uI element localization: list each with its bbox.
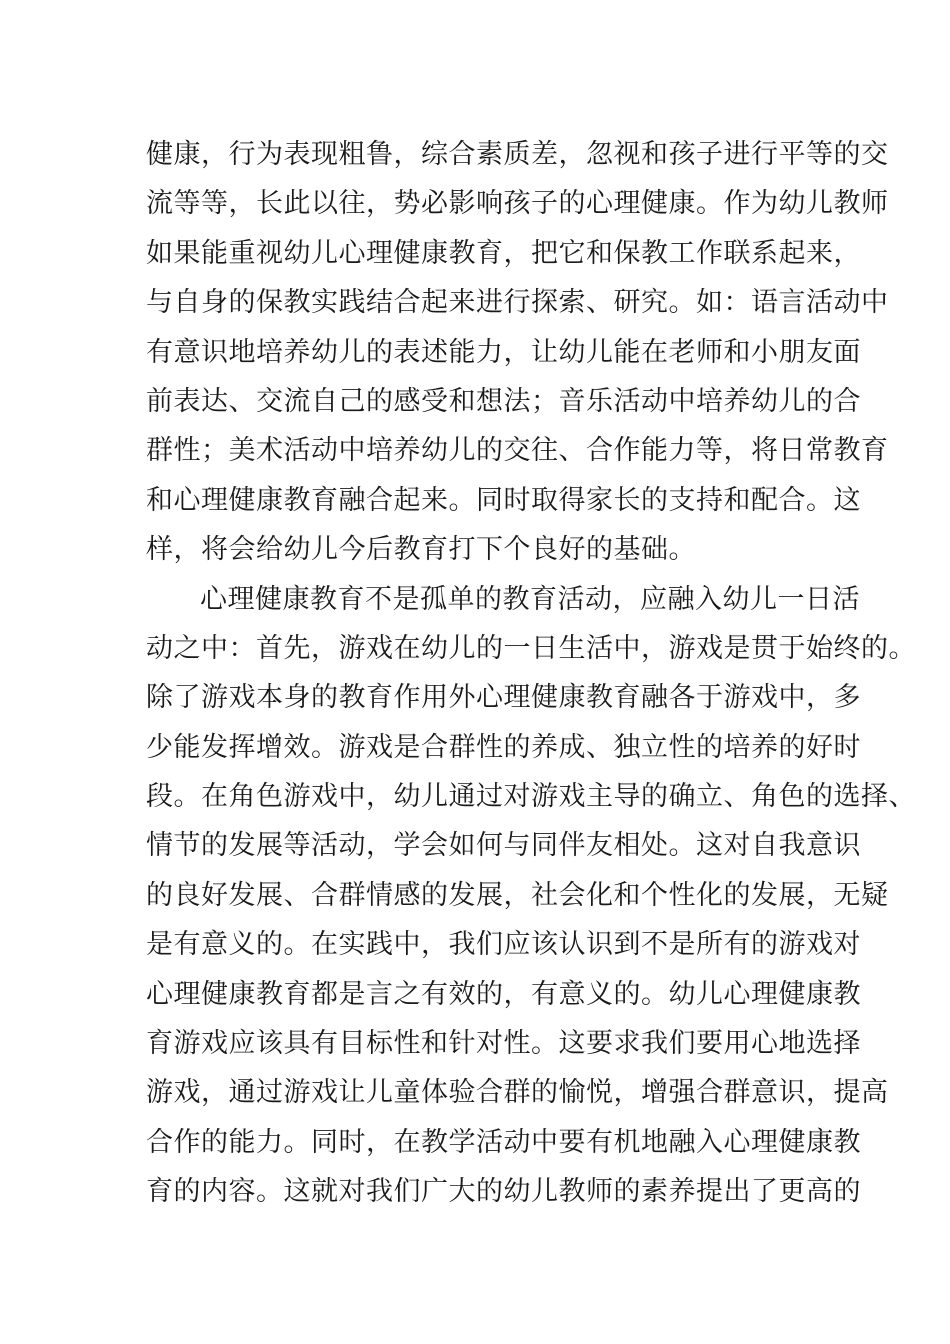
text-line: 除了游戏本身的教育作用外心理健康教育融各于游戏中，多 [146, 682, 861, 714]
text-line: 和心理健康教育融合起来。同时取得家长的支持和配合。这 [146, 484, 861, 516]
text-line: 游戏，通过游戏让儿童体验合群的愉悦，增强合群意识，提高 [146, 1077, 889, 1109]
paragraph-1 [146, 130, 889, 575]
text-line: 样，将会给幼儿今后教育打下个良好的基础。 [146, 534, 696, 566]
text-line: 群性；美术活动中培养幼儿的交往、合作能力等，将日常教育 [146, 435, 889, 467]
text-line: 合作的能力。同时，在教学活动中要有机地融入心理健康教 [146, 1126, 861, 1158]
text-line: 流等等，长此以往，势必影响孩子的心理健康。作为幼儿教师 [146, 188, 889, 220]
text-line: 段。在角色游戏中，幼儿通过对游戏主导的确立、角色的选择、 [146, 781, 916, 813]
text-line: 育游戏应该具有目标性和针对性。这要求我们要用心地选择 [146, 1028, 861, 1060]
text-line: 有意识地培养幼儿的表述能力，让幼儿能在老师和小朋友面 [146, 336, 861, 368]
text-line: 育的内容。这就对我们广大的幼儿教师的素养提出了更高的 [146, 1176, 861, 1208]
body-text [146, 130, 916, 1217]
text-line: 少能发挥增效。游戏是合群性的养成、独立性的培养的好时 [146, 731, 861, 763]
text-line: 的良好发展、合群情感的发展，社会化和个性化的发展，无疑 [146, 879, 889, 911]
text-line: 心理健康教育都是言之有效的，有意义的。幼儿心理健康教 [146, 978, 861, 1010]
text-line: 如果能重视幼儿心理健康教育，把它和保教工作联系起来， [146, 237, 861, 269]
text-line: 前表达、交流自己的感受和想法；音乐活动中培养幼儿的合 [146, 385, 861, 417]
text-line: 心理健康教育不是孤单的教育活动，应融入幼儿一日活 [200, 583, 860, 615]
text-line: 情节的发展等活动，学会如何与同伴友相处。这对自我意识 [146, 830, 861, 862]
text-line: 是有意义的。在实践中，我们应该认识到不是所有的游戏对 [146, 929, 861, 961]
paragraph-2 [146, 575, 916, 1217]
text-line: 健康，行为表现粗鲁，综合素质差，忽视和孩子进行平等的交 [146, 139, 889, 170]
text-line: 与自身的保教实践结合起来进行探索、研究。如：语言活动中 [146, 287, 889, 319]
text-line: 动之中：首先，游戏在幼儿的一日生活中，游戏是贯于始终的。 [146, 632, 916, 664]
